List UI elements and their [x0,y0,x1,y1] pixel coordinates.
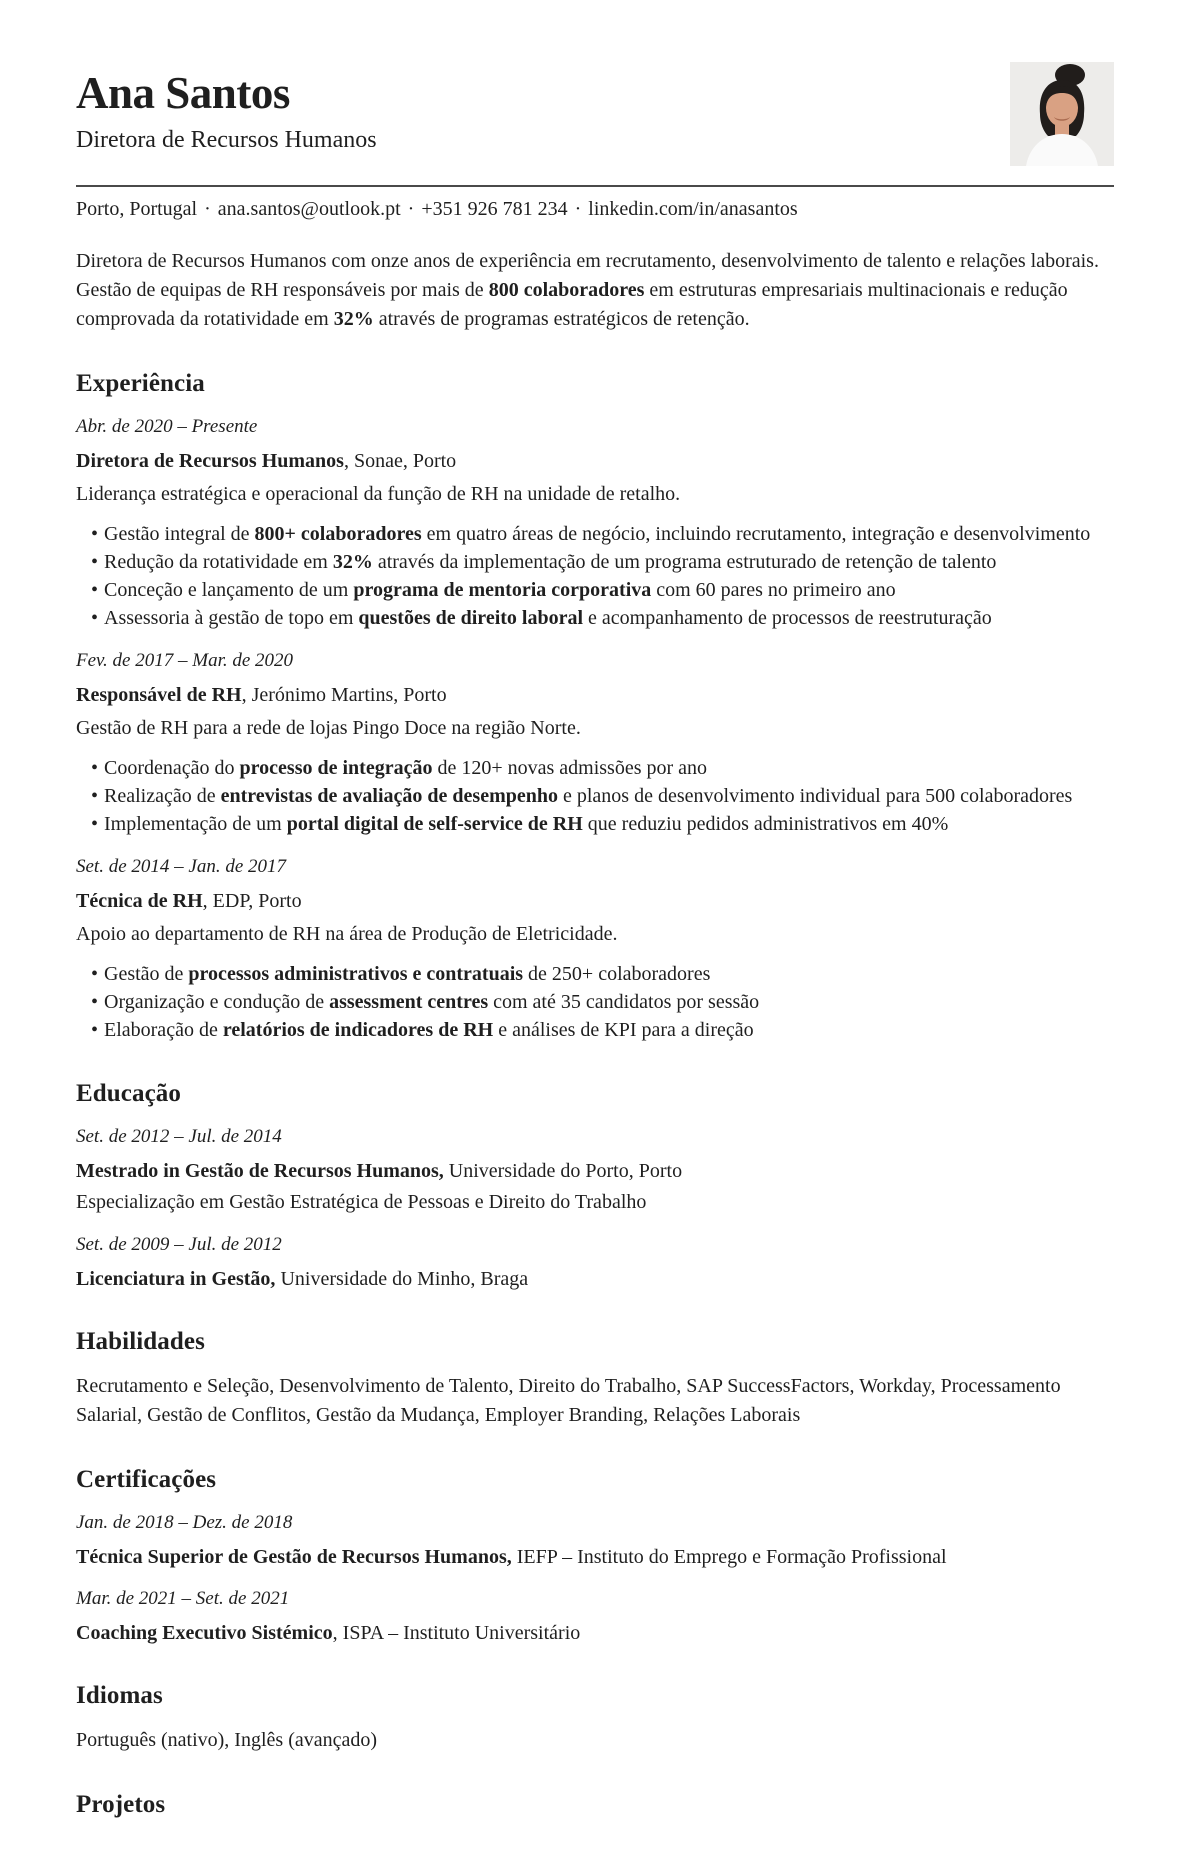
job-title-line [76,448,1114,474]
job-description: Apoio ao departamento de RH na área de Produção de Eletricidade. [76,923,618,945]
education-details: Especialização em Gestão Estratégica de Pessoas e Direito do Trabalho [76,1191,647,1213]
section-heading-certifications: Certificações [76,1466,217,1493]
certification-issuer: , ISPA – Instituto Universitário [332,1622,581,1644]
bullet-item: • Conceção e lançamento de um programa de mentoria corporativa com 60 pares no primeiro ano [76,576,1114,604]
certification-dates: Mar. de 2021 – Set. de 2021 [76,1588,290,1609]
job-title-line [76,888,1114,914]
education-dates: Set. de 2012 – Jul. de 2014 [76,1126,282,1147]
section-heading-experience: Experiência [76,370,205,397]
person-name: Ana Santos [76,68,290,118]
job-role: Técnica de RH [76,890,203,912]
education-degree: Licenciatura in Gestão, [76,1268,276,1290]
bullet-item: • Gestão de processos administrativos e contratuais de 250+ colaboradores [76,960,1114,988]
job-role: Diretora de Recursos Humanos [76,450,344,472]
education-dates: Set. de 2009 – Jul. de 2012 [76,1234,282,1255]
job-dates: Set. de 2014 – Jan. de 2017 [76,856,287,877]
profile-photo [1010,62,1114,166]
certification-entry [76,1587,1114,1646]
job-description: Liderança estratégica e operacional da função de RH na unidade de retalho. [76,483,681,505]
bullet-item: • Elaboração de relatórios de indicadores de RH e análises de KPI para a direção [76,1016,1114,1044]
certification-name-line [76,1544,1114,1570]
certification-entry [76,1511,1114,1570]
resume-header [76,58,1114,166]
job-description: Gestão de RH para a rede de lojas Pingo Doce na região Norte. [76,717,581,739]
education-degree-line [76,1266,1114,1292]
section-heading-languages: Idiomas [76,1682,163,1709]
job-bullet-list [76,754,1114,838]
job-dates: Abr. de 2020 – Presente [76,416,258,437]
bullet-item: • Implementação de um portal digital de self-service de RH que reduziu pedidos administrativos em 40% [76,810,1114,838]
job-dates: Fev. de 2017 – Mar. de 2020 [76,650,294,671]
certification-name-line [76,1620,1114,1646]
contact-line [76,198,1114,221]
job-role: Responsável de RH [76,684,242,706]
education-school: Universidade do Minho, Braga [275,1268,529,1290]
job-title-line [76,682,1114,708]
section-heading-education: Educação [76,1080,181,1107]
job-bullet-list [76,960,1114,1044]
certification-dates: Jan. de 2018 – Dez. de 2018 [76,1512,293,1533]
bullet-item: • Redução da rotatividade em 32% através da implementação de um programa estruturado de retenção de talento [76,548,1114,576]
bullet-item: • Coordenação do processo de integração de 120+ novas admissões por ano [76,754,1114,782]
education-entry [76,1233,1114,1292]
section-heading-skills: Habilidades [76,1328,205,1355]
contact-separator: · [574,198,582,220]
bullet-item: • Organização e condução de assessment centres com até 35 candidatos por sessão [76,988,1114,1016]
bullet-item: • Realização de entrevistas de avaliação de desempenho e planos de desenvolvimento individual para 500 colaboradores [76,782,1114,810]
section-heading-projects: Projetos [76,1791,166,1818]
education-degree: Mestrado in Gestão de Recursos Humanos, [76,1160,444,1182]
person-job-title: Diretora de Recursos Humanos [76,126,377,153]
certification-issuer: IEFP – Instituto do Emprego e Formação Profissional [511,1546,947,1568]
education-school: Universidade do Porto, Porto [443,1160,683,1182]
job-bullet-list [76,520,1114,632]
contact-phone: +351 926 781 234 [421,198,568,220]
job-company: , EDP, Porto [202,890,302,912]
header-text [76,58,377,154]
certification-name: Coaching Executivo Sistémico [76,1622,333,1644]
education-entry [76,1125,1114,1216]
education-degree-line [76,1158,1114,1184]
contact-separator: · [407,198,415,220]
experience-entry [76,855,1114,1044]
languages-text: Português (nativo), Inglês (avançado) [76,1729,378,1751]
contact-email[interactable]: ana.santos@outlook.pt [217,198,401,220]
certification-name: Técnica Superior de Gestão de Recursos Humanos, [76,1546,512,1568]
bullet-item: • Assessoria à gestão de topo em questões de direito laboral e acompanhamento de processos de reestruturação [76,604,1114,632]
contact-location: Porto, Portugal [76,198,198,220]
job-company: , Sonae, Porto [343,450,457,472]
skills-text: Recrutamento e Seleção, Desenvolvimento de Talento, Direito do Trabalho, SAP SuccessFactors, Workday, Processamento Salarial, Gestão de Conflitos, Gestão da Mudança, Employer Branding, Relações Laborais [76,1375,1061,1426]
experience-entry [76,649,1114,838]
header-divider [76,185,1114,187]
job-company: , Jerónimo Martins, Porto [241,684,447,706]
summary-paragraph: Diretora de Recursos Humanos com onze anos de experiência em recrutamento, desenvolvimento de talento e relações laborais. Gestão de equipas de RH responsáveis por mais de 800 colaboradores em estruturas empresariais multinacionais e redução comprovada da rotatividade em 32% através de programas estratégicos de retenção. [76,250,1099,330]
contact-separator: · [204,198,211,220]
contact-linkedin[interactable]: linkedin.com/in/anasantos [588,198,798,220]
bullet-item: • Gestão integral de 800+ colaboradores em quatro áreas de negócio, incluindo recrutamento, integração e desenvolvimento [76,520,1114,548]
experience-entry [76,415,1114,632]
